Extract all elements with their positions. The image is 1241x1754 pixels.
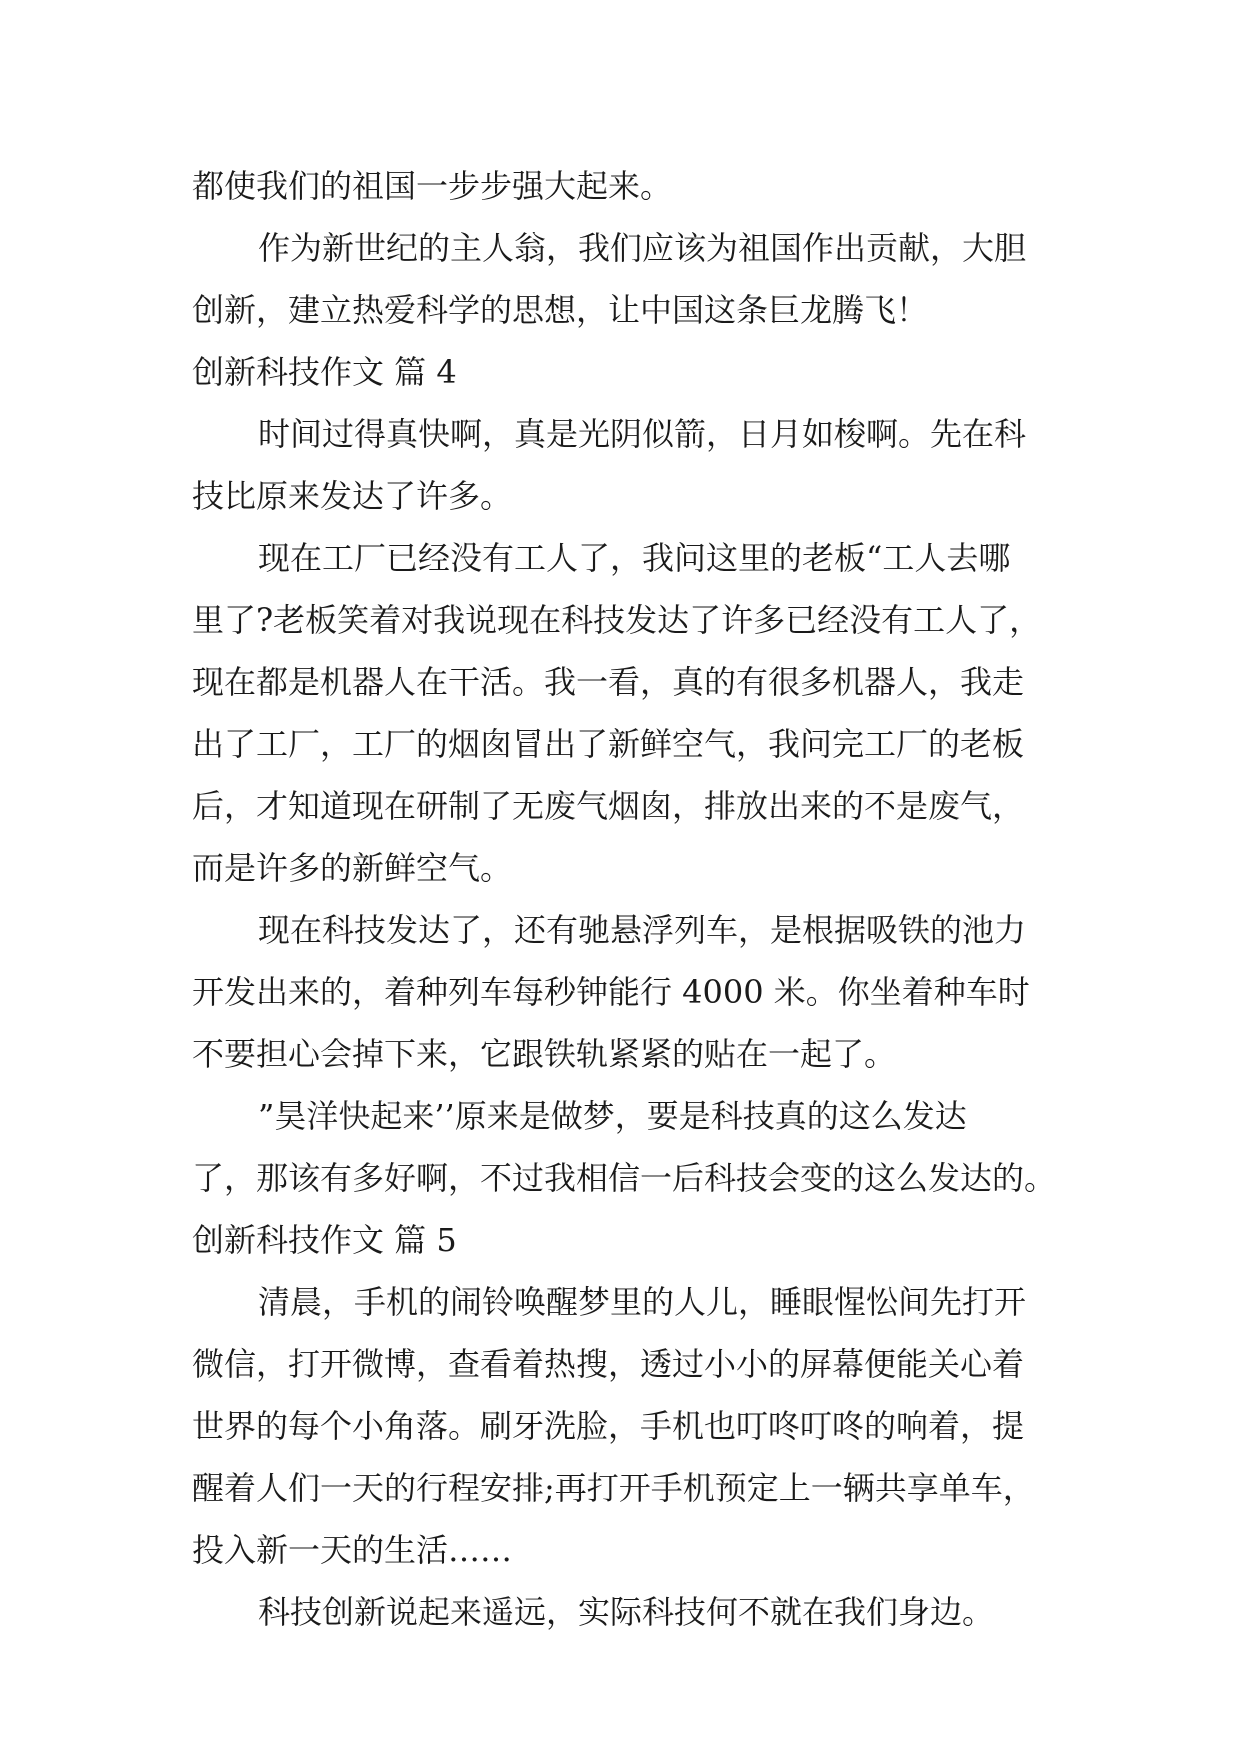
- text-line: 微信，打开微博，查看着热搜，透过小小的屏幕便能关心着: [192, 1345, 1025, 1383]
- text-line: 科技创新说起来遥远，实际科技何不就在我们身边。: [258, 1593, 995, 1631]
- text-line: 醒着人们一天的行程安排;再打开手机预定上一辆共享单车，: [192, 1469, 1035, 1507]
- text-line: 作为新世纪的主人翁，我们应该为祖国作出贡献，大胆: [258, 229, 1027, 267]
- text-line: 现在工厂已经没有工人了，我问这里的老板“工人去哪: [258, 539, 1011, 577]
- text-line: 后，才知道现在研制了无废气烟囱，排放出来的不是废气，: [192, 787, 1025, 825]
- text-line: 现在科技发达了，还有驰悬浮列车，是根据吸铁的池力: [258, 911, 1027, 949]
- text-line: 都使我们的祖国一步步强大起来。: [192, 167, 673, 205]
- text-line: 出了工厂，工厂的烟囱冒出了新鲜空气，我问完工厂的老板: [192, 725, 1025, 763]
- section-heading: 创新科技作文 篇 4: [192, 353, 457, 391]
- text-line: 而是许多的新鲜空气。: [192, 849, 513, 887]
- text-line: 投入新一天的生活……: [192, 1531, 513, 1569]
- text-line: 技比原来发达了许多。: [192, 477, 513, 515]
- text-line: ”昊洋快起来’’原来是做梦，要是科技真的这么发达: [258, 1097, 967, 1135]
- text-line: 现在都是机器人在干活。我一看，真的有很多机器人，我走: [192, 663, 1025, 701]
- text-line: 不要担心会掉下来，它跟铁轨紧紧的贴在一起了。: [192, 1035, 897, 1073]
- text-line: 创新，建立热爱科学的思想，让中国这条巨龙腾飞！: [192, 291, 929, 329]
- text-line: 清晨，手机的闹铃唤醒梦里的人儿，睡眼惺忪间先打开: [258, 1283, 1027, 1321]
- document-body: [192, 155, 1062, 1643]
- text-line: 世界的每个小角落。刷牙洗脸，手机也叮咚叮咚的响着，提: [192, 1407, 1025, 1445]
- section-heading: 创新科技作文 篇 5: [192, 1221, 457, 1259]
- text-line: 开发出来的，着种列车每秒钟能行 4000 米。你坐着种车时: [192, 973, 1030, 1011]
- text-line: 了，那该有多好啊，不过我相信一后科技会变的这么发达的。: [192, 1159, 1057, 1197]
- text-line: 时间过得真快啊，真是光阴似箭，日月如梭啊。先在科: [258, 415, 1027, 453]
- text-line: 里了?老板笑着对我说现在科技发达了许多已经没有工人了，: [192, 601, 1042, 639]
